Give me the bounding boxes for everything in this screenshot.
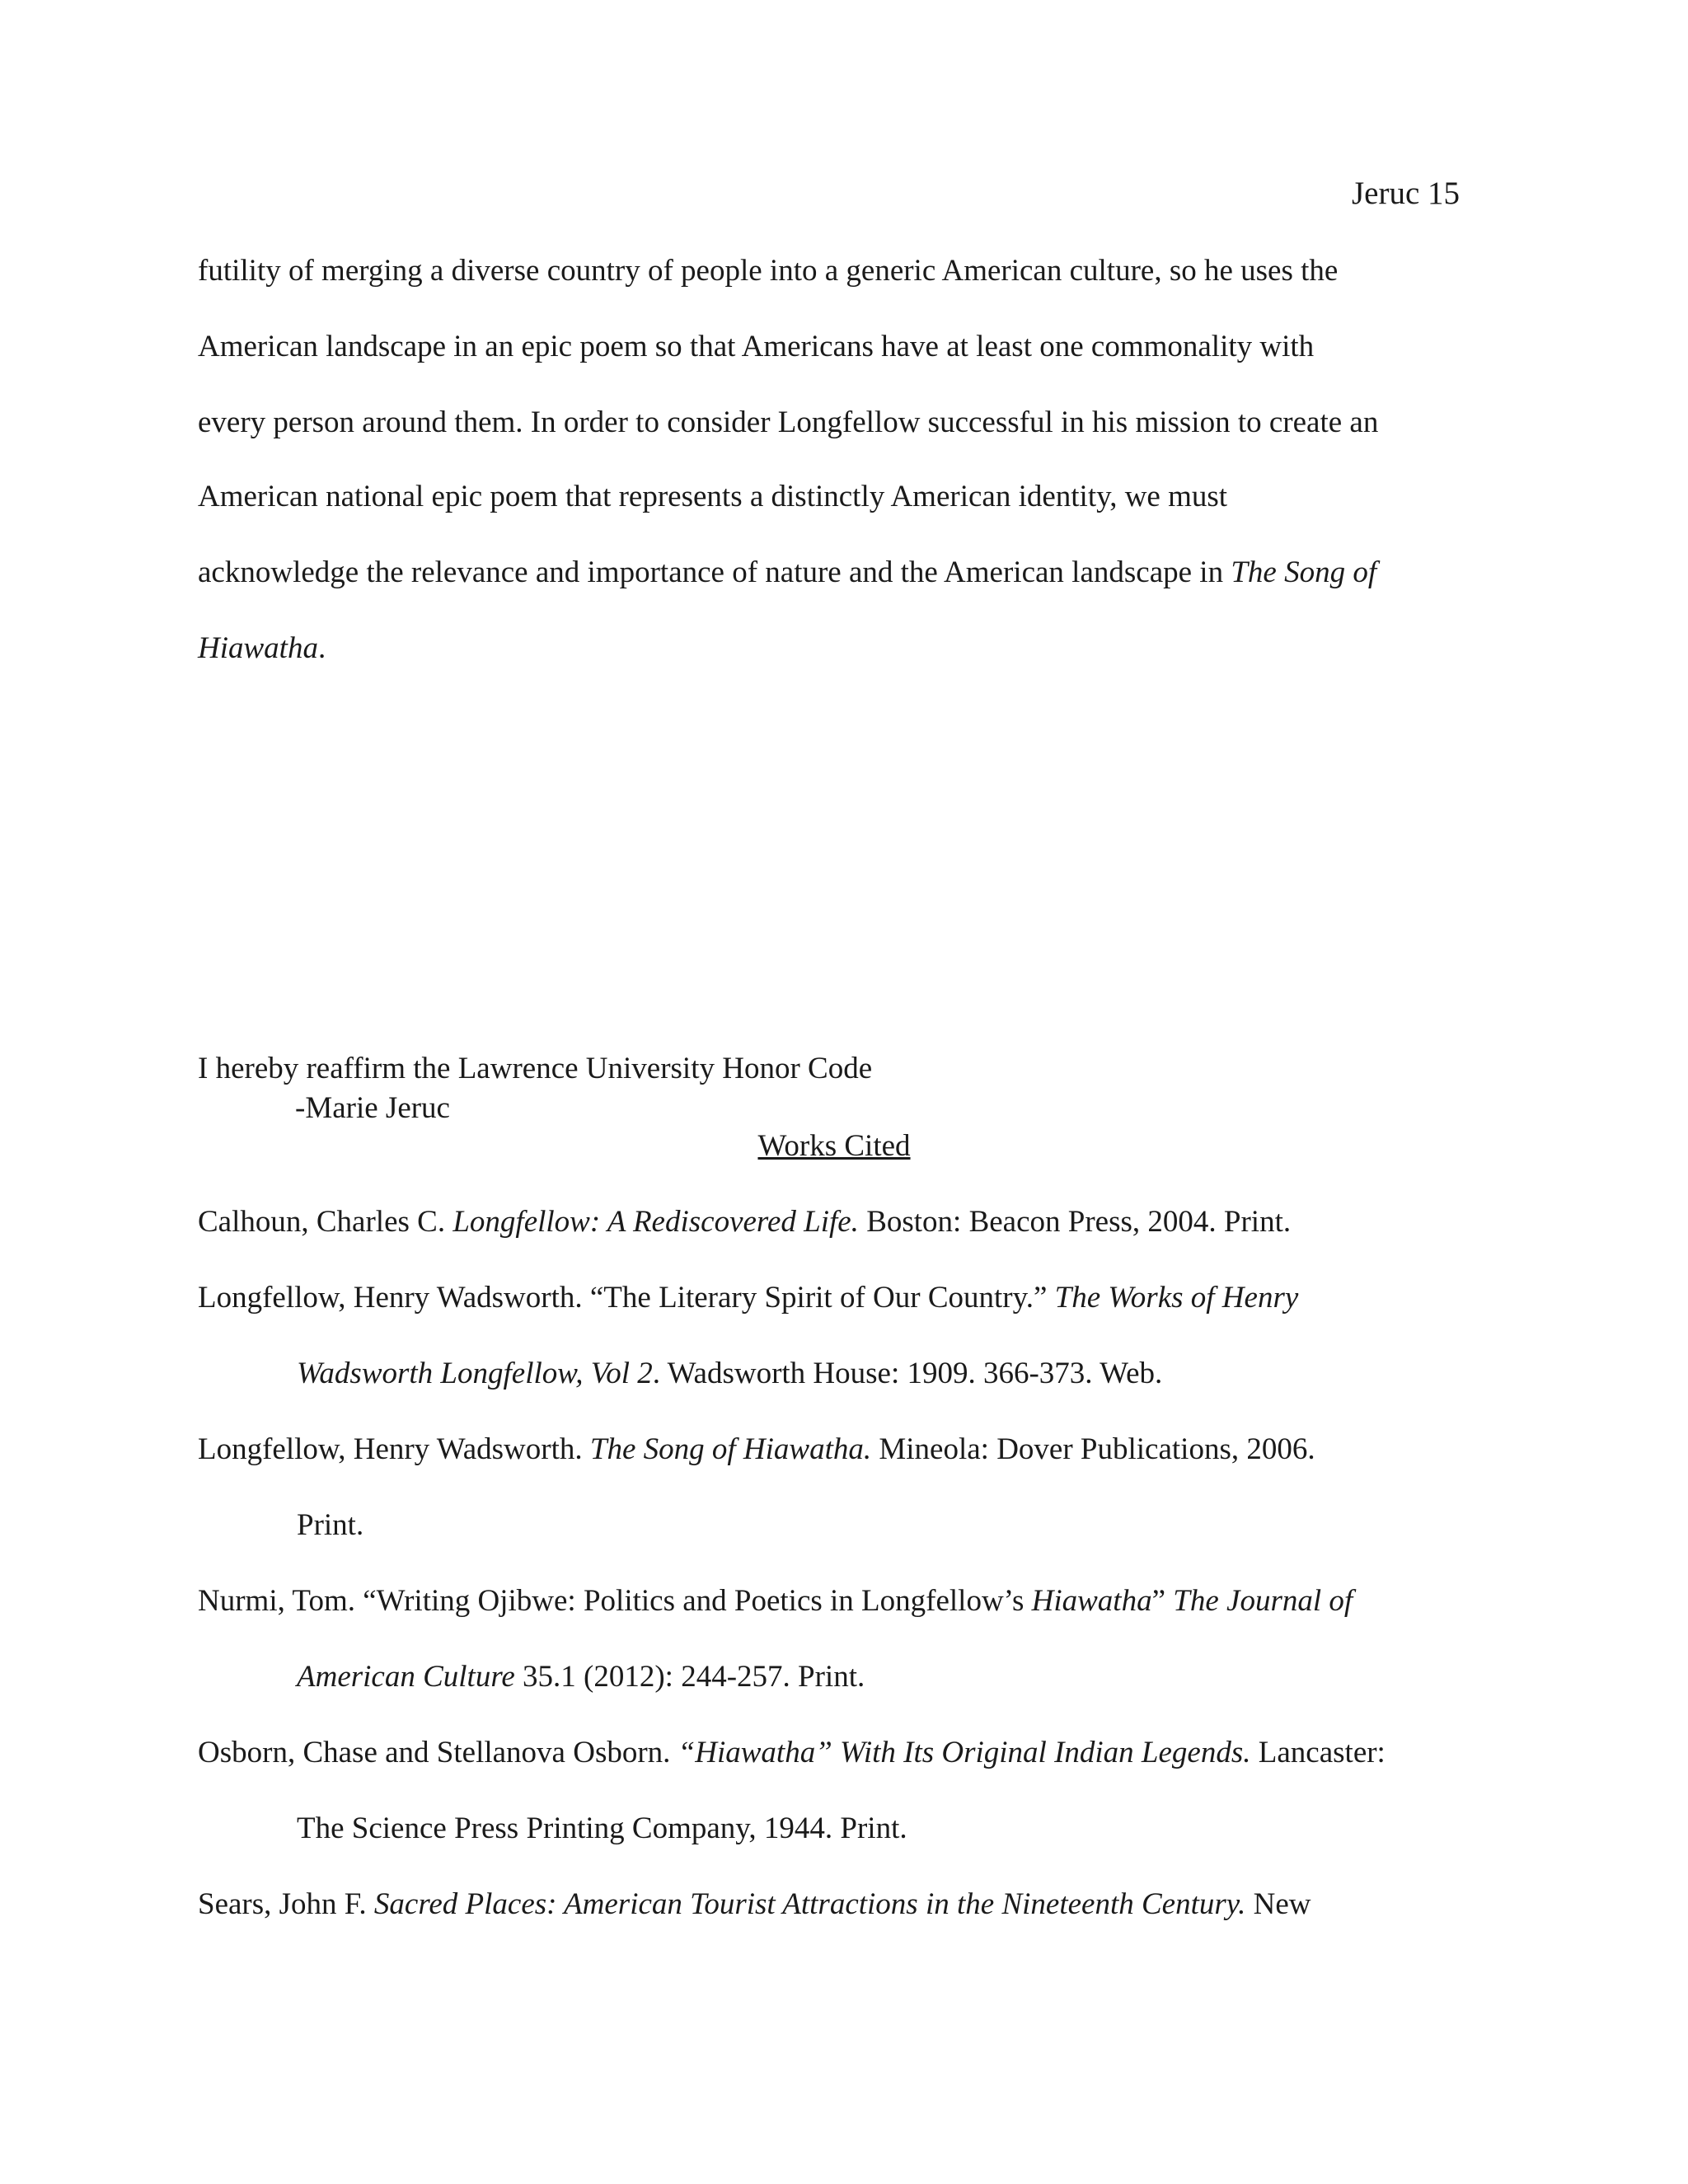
body-line-6 xyxy=(198,633,326,663)
citation-title: Sacred Places: American Tourist Attractions in the Nineteenth Century. xyxy=(373,1887,1246,1921)
citation-sears xyxy=(198,1889,1311,1919)
citation-longfellow-literary-spirit-cont xyxy=(297,1358,1162,1389)
citation-text: Longfellow, Henry Wadsworth. xyxy=(198,1432,590,1466)
citation-nurmi xyxy=(198,1586,1353,1616)
citation-text: Boston: Beacon Press, 2004. Print. xyxy=(858,1205,1292,1239)
citation-text: Calhoun, Charles C. xyxy=(198,1205,453,1239)
citation-text: New xyxy=(1245,1887,1311,1921)
body-line-2: American landscape in an epic poem so that Americans have at least one commonality with xyxy=(198,330,1315,363)
body-line-6-period: . xyxy=(317,631,326,665)
works-cited-title: Works Cited xyxy=(757,1129,911,1163)
citation-title: “Hiawatha” With Its Original Indian Legends. xyxy=(678,1736,1251,1769)
citation-longfellow-hiawatha xyxy=(198,1434,1315,1465)
honor-code-signature: -Marie Jeruc xyxy=(295,1091,450,1125)
honor-code-statement: I hereby reaffirm the Lawrence University Honor Code xyxy=(198,1052,873,1085)
citation-text: . Wadsworth House: 1909. 366-373. Web. xyxy=(652,1357,1163,1390)
body-line-1: futility of merging a diverse country of people into a generic American culture, so he uses the xyxy=(198,254,1339,288)
body-line-5-text: acknowledge the relevance and importance of nature and the American landscape in xyxy=(198,555,1231,589)
citation-title: The Song of Hiawatha. xyxy=(589,1432,872,1466)
running-head: Jeruc 15 xyxy=(1352,176,1461,211)
body-title-hiawatha: Hiawatha xyxy=(198,631,318,665)
body-line-3: every person around them. In order to consider Longfellow successful in his mission to create an xyxy=(198,405,1379,439)
citation-osborn-cont: The Science Press Printing Company, 1944. Print. xyxy=(297,1811,907,1845)
citation-journal: The Journal of xyxy=(1173,1584,1353,1618)
citation-title: Wadsworth Longfellow, Vol 2 xyxy=(297,1357,653,1390)
citation-journal: American Culture xyxy=(297,1660,515,1694)
citation-text: Lancaster: xyxy=(1250,1736,1386,1769)
citation-nurmi-cont xyxy=(297,1661,865,1692)
body-line-5 xyxy=(198,557,1376,588)
citation-text: Osborn, Chase and Stellanova Osborn. xyxy=(198,1736,678,1769)
citation-text: Nurmi, Tom. “Writing Ojibwe: Politics and Poetics in Longfellow’s xyxy=(198,1584,1032,1618)
citation-osborn xyxy=(198,1737,1386,1768)
citation-text: 35.1 (2012): 244-257. Print. xyxy=(514,1660,865,1694)
citation-longfellow-literary-spirit xyxy=(198,1282,1298,1313)
body-title-song-of: The Song of xyxy=(1231,555,1377,589)
citation-longfellow-hiawatha-cont: Print. xyxy=(297,1508,364,1542)
citation-calhoun xyxy=(198,1207,1291,1237)
body-line-4: American national epic poem that represents a distinctly American identity, we must xyxy=(198,480,1228,513)
citation-title: Hiawatha xyxy=(1031,1584,1152,1618)
citation-text: ” xyxy=(1151,1584,1174,1618)
citation-text: Mineola: Dover Publications, 2006. xyxy=(871,1432,1315,1466)
citation-text: Longfellow, Henry Wadsworth. “The Literary Spirit of Our Country.” xyxy=(198,1281,1055,1315)
citation-title: Longfellow: A Rediscovered Life. xyxy=(452,1205,859,1239)
citation-text: Sears, John F. xyxy=(198,1887,374,1921)
citation-title: The Works of Henry xyxy=(1054,1281,1299,1315)
